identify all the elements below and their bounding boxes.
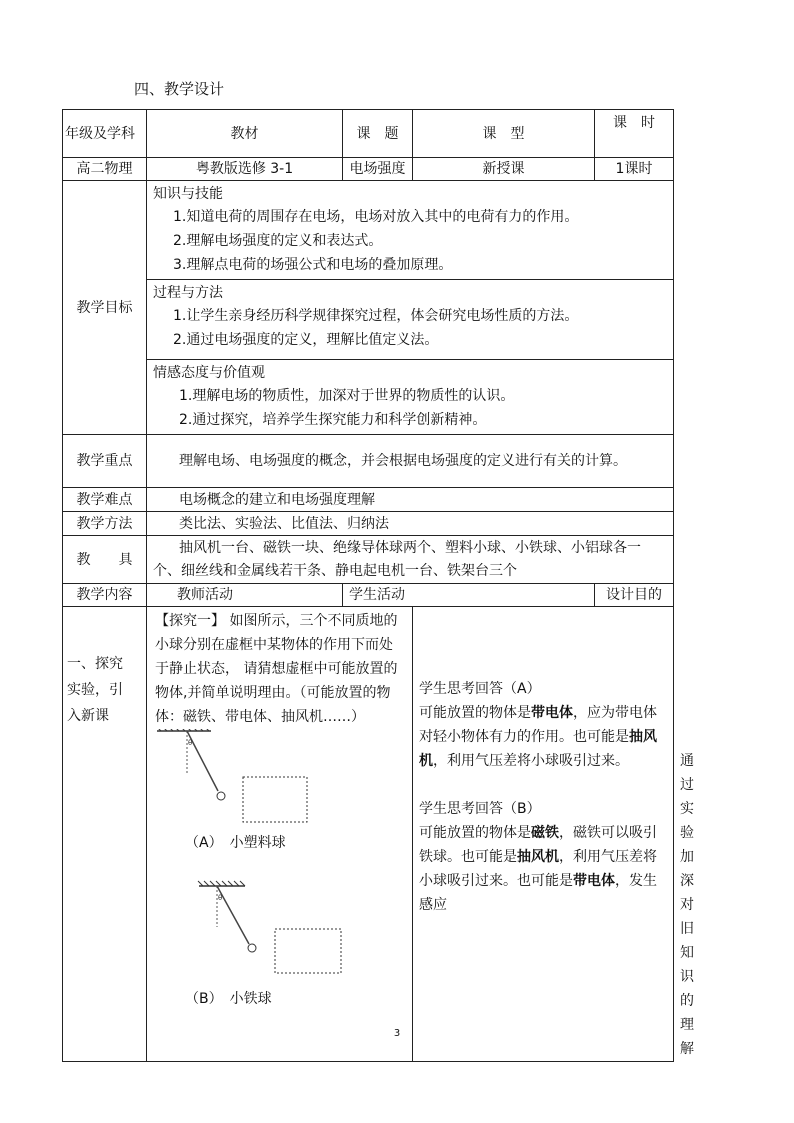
section1-student — [413, 607, 674, 1062]
answer-keyword: 磁铁 — [531, 825, 559, 841]
objective-item: 2.理解电场强度的定义和表达式。 — [173, 233, 383, 249]
key-point-label: 教学重点 — [63, 435, 147, 488]
objective-title: 知识与技能 — [153, 186, 223, 202]
student-a-answer — [419, 701, 669, 773]
method-text: 类比法、实验法、比值法、归纳法 — [147, 512, 674, 536]
answer-text: ，应为带电体对轻小物体有力的作用。也可能是 — [419, 705, 657, 745]
header-lesson-type: 课 型 — [413, 110, 595, 158]
objectives-label: 教学目标 — [63, 181, 147, 435]
process-header-content: 教学内容 — [63, 584, 147, 607]
header-grade-subject: 年级及学科 — [63, 110, 147, 158]
info-topic: 电场强度 — [343, 158, 413, 181]
section-heading: 四、教学设计 — [134, 80, 225, 98]
answer-keyword: 带电体 — [531, 705, 573, 721]
header-periods: 课 时 — [595, 110, 674, 158]
process-header-student: 学生活动 — [343, 584, 595, 607]
objective-knowledge — [147, 181, 674, 280]
answer-text: ，磁铁可以吸引铁球。也可能是 — [419, 825, 657, 865]
theta-label: θ — [218, 894, 223, 902]
student-b-answer — [419, 821, 669, 917]
answer-keyword: 带电体 — [573, 873, 615, 889]
section1-teacher-text — [155, 609, 406, 729]
difficulty-text: 电场概念的建立和电场强度理解 — [147, 488, 674, 512]
figure-diagrams — [155, 729, 425, 1029]
answer-keyword: 抽风机 — [517, 849, 559, 865]
objective-item: 3.理解点电荷的场强公式和电场的叠加原理。 — [173, 257, 453, 273]
answer-keyword: 抽风机 — [419, 729, 657, 769]
objective-item: 2.通过电场强度的定义，理解比值定义法。 — [173, 332, 439, 348]
objective-item: 1.让学生亲身经历科学规律探究过程，体会研究电场性质的方法。 — [173, 308, 579, 324]
key-point-text: 理解电场、电场强度的概念，并会根据电场强度的定义进行有关的计算。 — [147, 435, 674, 488]
figures-area — [155, 729, 406, 1029]
header-topic: 课 题 — [343, 110, 413, 158]
info-textbook: 粤教版选修 3-1 — [147, 158, 343, 181]
process-header-row — [63, 584, 674, 607]
info-row — [63, 158, 674, 181]
info-grade: 高二物理 — [63, 158, 147, 181]
answer-text: ，发生感应 — [419, 873, 657, 913]
figure-b-caption: （B） 小铁球 — [185, 991, 272, 1007]
objective-attitude — [147, 360, 674, 435]
process-header-teacher: 教师活动 — [147, 584, 343, 607]
objective-item: 1.理解电场的物质性，加深对于世界的物质性的认识。 — [179, 388, 515, 404]
section1-teacher — [147, 607, 413, 1062]
difficulty-label: 教学难点 — [63, 488, 147, 512]
answer-text: ，利用气压差将小球吸引过来。 — [433, 753, 629, 769]
answer-text: 可能放置的物体是 — [419, 825, 531, 841]
answer-text: ，利用气压差将小球吸引过来。也可能是 — [419, 849, 657, 889]
tools-label: 教 具 — [63, 536, 147, 584]
objective-title: 情感态度与价值观 — [153, 365, 265, 381]
method-label: 教学方法 — [63, 512, 147, 536]
header-row — [63, 110, 674, 158]
figure-a — [156, 729, 307, 822]
figure-b — [198, 881, 341, 973]
info-lesson-type: 新授课 — [413, 158, 595, 181]
lesson-plan-table: 年级及学科 教材 课 题 课 型 课 时 高二物理 粤教版选修 3-1 电场强度 新授课 1课时 教学目标 知识与技能 1.知道电荷的周围存在电场，电场对放入其中的电荷有力的作用。 2.理解电场强度的定义和表达式。 3.理解点电荷的场强公式和电场的叠加原理。 过程与方法 1.让学生亲身经历科学规律探究过程，体会研究电场性质的方法。 2.通过电场强度的定义，理解比值定义法。 情感态度与价值观 1.理解电场的物质性，加深对于世界的物质性的认识。 2.通过探究，培养学生探究能力和科学创新精神。 教学重点 理解电场、电场强度的概念，并会根据电场强度的定义进行有关的计算。 教学难点 电场概念的建立和电场强度理解 教学方法 类比法、实验法、比值法、归纳法 教 具 抽风机一台、磁铁一块、绝缘导体球两个、塑料小球、小铁球、小铝球各一个、细丝线和金属线若干条、静电起电机一台、铁架台三个 教学内容 教师活动 学生活动 设计目的 一、探究实验，引入新课 【探究一】 如图所示，三个不同质地的小球分别在虚框中某物体的作用下而处于静止状态， 请猜想虚框中可能放置的物体,并简单说明理由。（可能放置的物体：磁铁、带电体、抽风机……） θ （A） 小塑料球 θ （B） 小铁球 学生思考回答（A） 可能放置的物体是带电体，应为带电体对轻小物体有力的作用。也可能是抽风机，利用气压差将小球吸引过来。 学生思考回答（B） 可能放置的物体是磁铁，磁铁可以吸引铁球。也可能是抽风机，利用气压差将小球吸引过来。也可能是带电体，发生感应 通过实验加深对旧知识的理解 — [62, 109, 674, 1062]
explore-text: 如图所示，三个不同质地的小球分别在虚框中某物体的作用下而处于静止状态， 请猜想虚框中可能放置的物体,并简单说明理由。（可能放置的物体：磁铁、带电体、抽风机……） — [155, 613, 398, 725]
page-number: 3 — [393, 1028, 401, 1039]
header-textbook: 教材 — [147, 110, 343, 158]
info-periods: 1课时 — [595, 158, 674, 181]
theta-label: θ — [188, 739, 193, 747]
process-header-purpose: 设计目的 — [595, 584, 674, 607]
answer-text: 可能放置的物体是 — [419, 705, 531, 721]
explore-tag: 【探究一】 — [155, 613, 225, 629]
section1-content: 一、探究实验，引入新课 — [63, 607, 147, 1062]
objective-item: 1.知道电荷的周围存在电场，电场对放入其中的电荷有力的作用。 — [173, 209, 579, 225]
objective-process — [147, 280, 674, 360]
student-a-title: 学生思考回答（A） — [419, 681, 541, 697]
tools-text: 抽风机一台、磁铁一块、绝缘导体球两个、塑料小球、小铁球、小铝球各一个、细丝线和金属线若干条、静电起电机一台、铁架台三个 — [147, 536, 674, 584]
objective-item: 2.通过探究，培养学生探究能力和科学创新精神。 — [179, 412, 487, 428]
figure-a-caption: （A） 小塑料球 — [185, 835, 286, 851]
objective-title: 过程与方法 — [153, 285, 223, 301]
student-b-title: 学生思考回答（B） — [419, 801, 541, 817]
